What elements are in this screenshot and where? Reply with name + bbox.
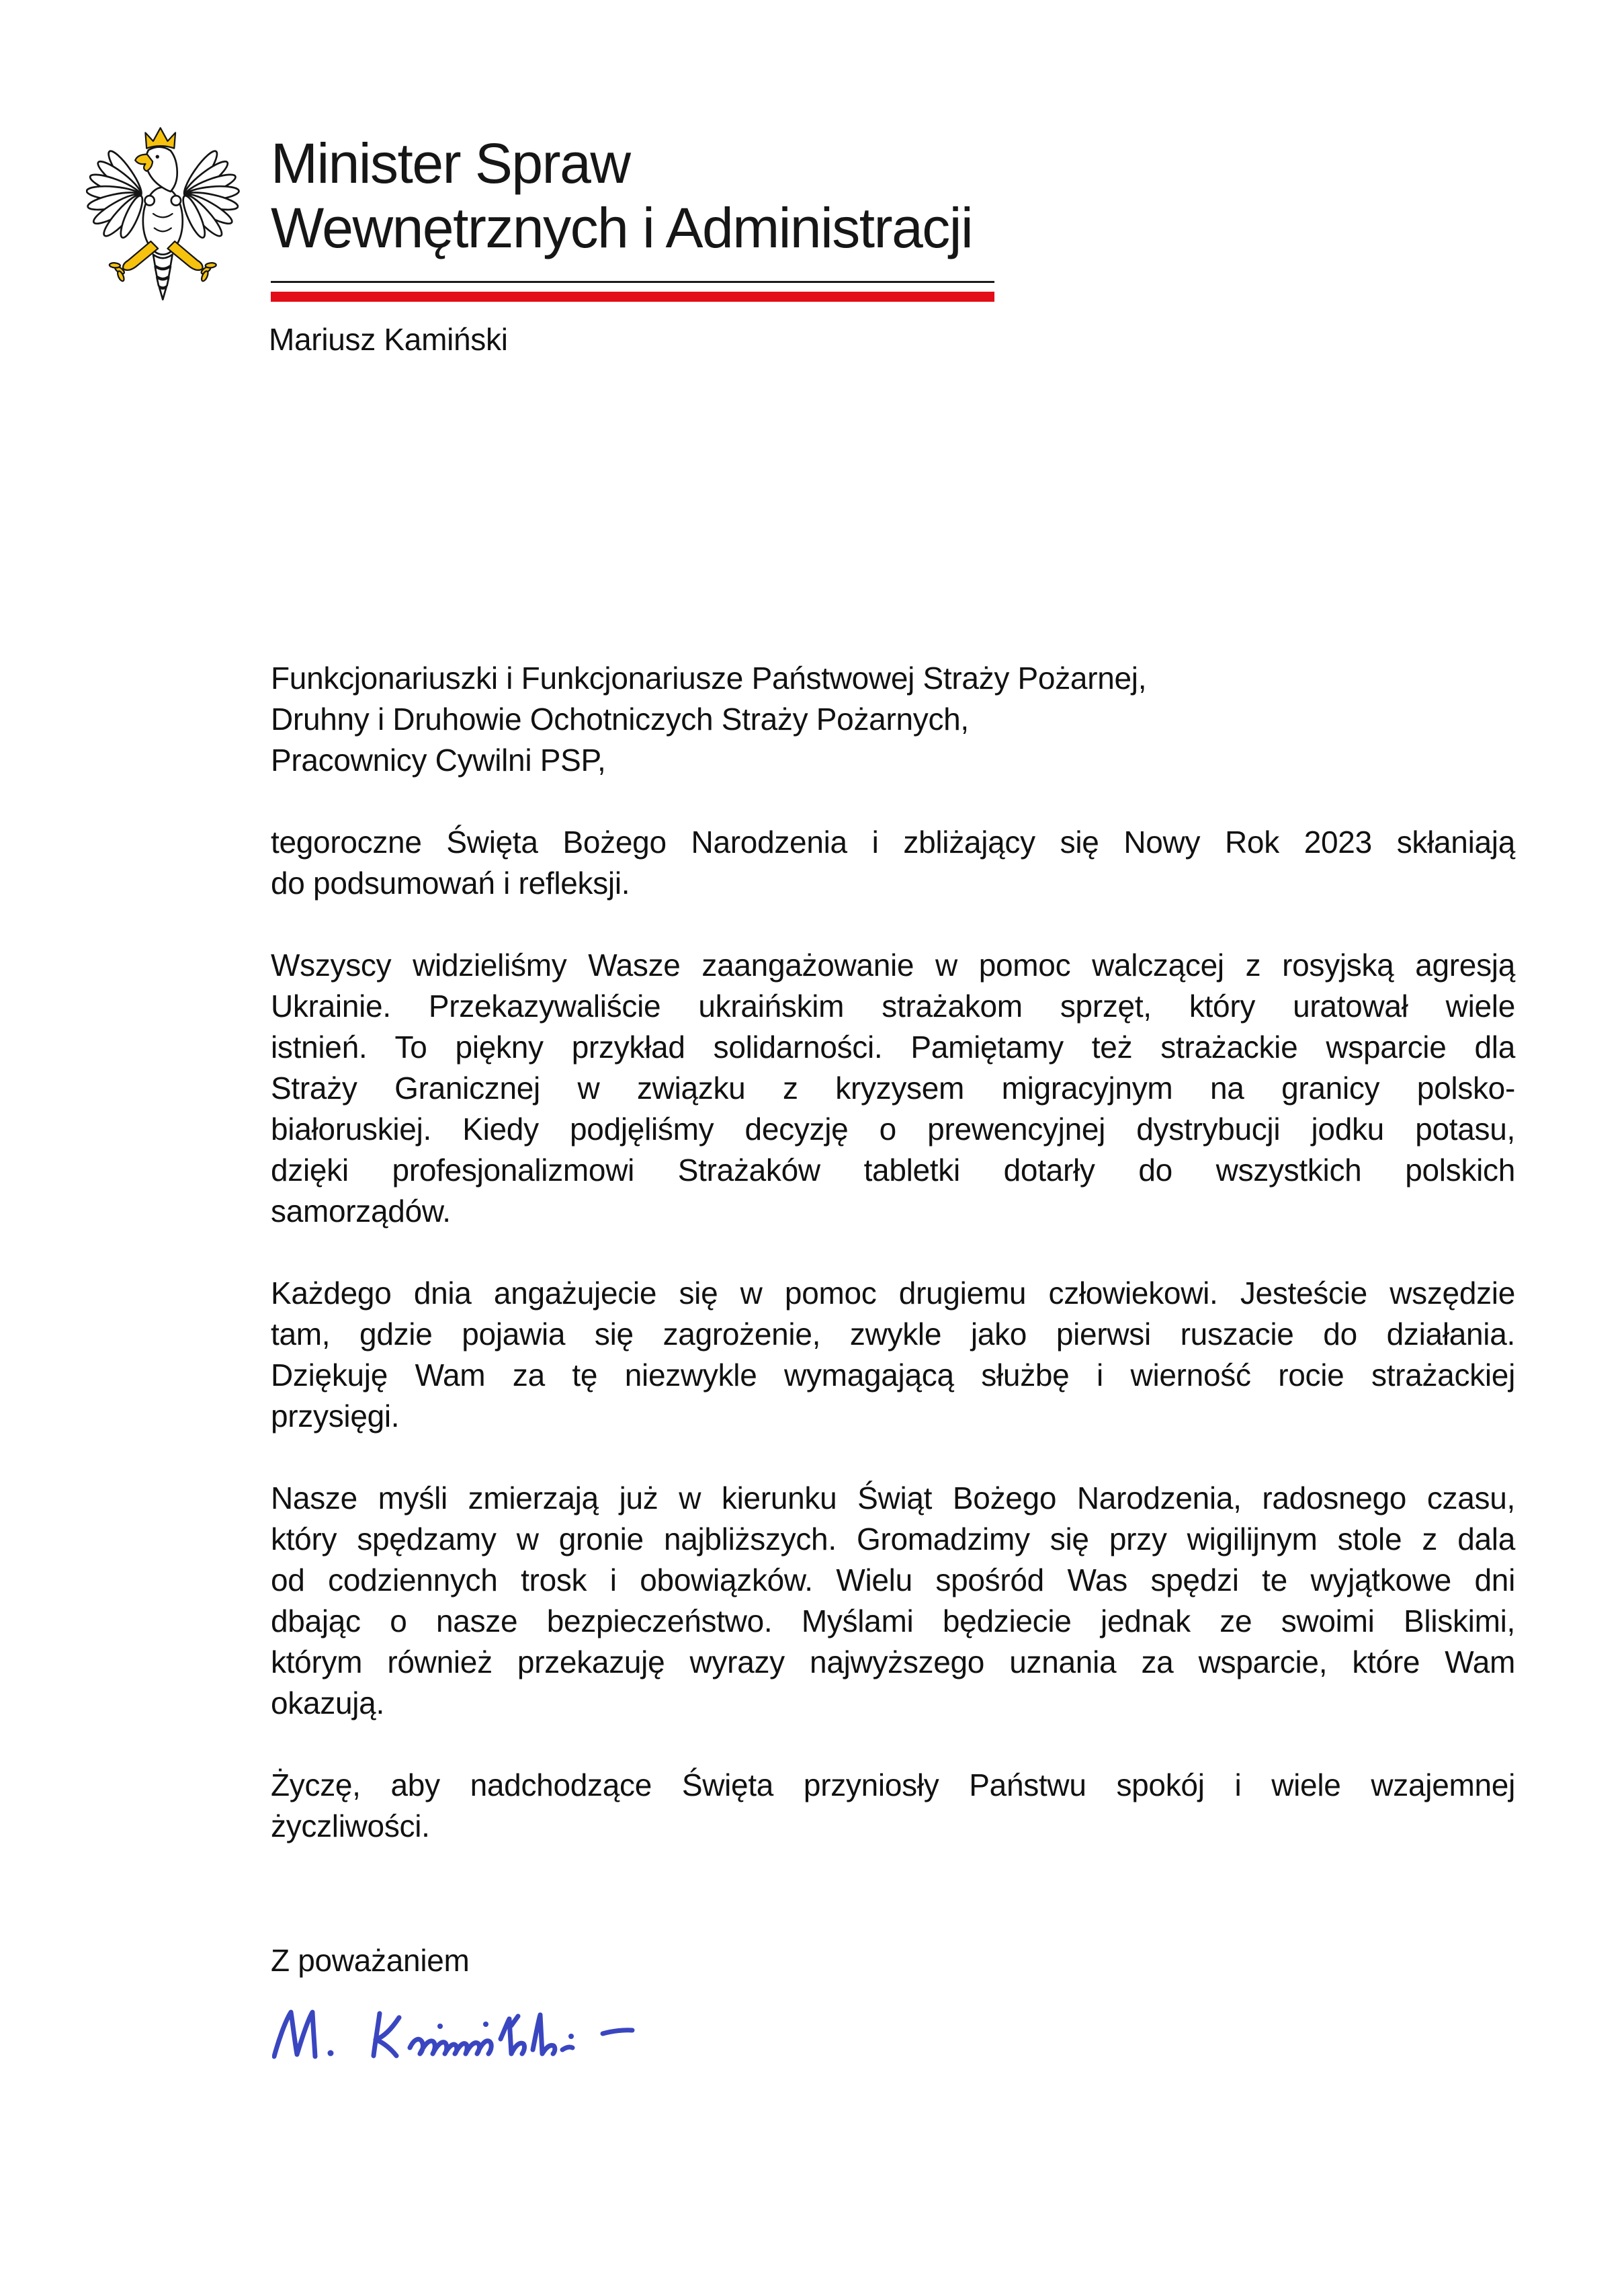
handwritten-signature xyxy=(272,2009,635,2061)
text-line: okazują. xyxy=(271,1686,384,1720)
paragraph xyxy=(271,658,1515,781)
text-line: istnień. To piękny przykład solidarności. Pamiętamy też strażackie wsparcie dla xyxy=(271,1030,1515,1065)
eagle-tail xyxy=(153,255,173,300)
eagle-crown xyxy=(145,128,175,148)
minister-name: Mariusz Kamiński xyxy=(269,322,508,357)
text-line: życzliwości. xyxy=(271,1808,430,1843)
divider-black-line xyxy=(271,281,994,283)
paragraph xyxy=(271,1273,1515,1437)
polish-eagle-coat-of-arms-icon xyxy=(86,124,254,304)
paragraph xyxy=(271,1478,1515,1724)
text-line: Nasze myśli zmierzają już w kierunku Świąt Bożego Narodzenia, radosnego czasu, xyxy=(271,1481,1515,1515)
text-line: Ukrainie. Przekazywaliście ukraińskim strażakom sprzęt, który uratował wiele xyxy=(271,989,1515,1024)
text-line: Wszyscy widzieliśmy Wasze zaangażowanie w pomoc walczącej z rosyjską agresją xyxy=(271,948,1515,983)
eagle-head xyxy=(146,147,177,192)
ministry-title-line-1: Minister Spraw xyxy=(271,132,630,195)
text-line: dzięki profesjonalizmowi Strażaków tabletki dotarły do wszystkich polskich xyxy=(271,1153,1515,1188)
eagle-beak xyxy=(135,155,153,171)
paragraph xyxy=(271,1765,1515,1847)
ministry-title xyxy=(271,131,972,260)
paragraph xyxy=(271,822,1515,904)
text-line: którym również przekazuję wyrazy najwyższego uznania za wsparcie, które Wam xyxy=(271,1645,1515,1679)
text-line: białoruskiej. Kiedy podjęliśmy decyzję o prewencyjnej dystrybucji jodku potasu, xyxy=(271,1112,1515,1147)
text-line: tam, gdzie pojawia się zagrożenie, zwykle jako pierwsi ruszacie do działania. xyxy=(271,1317,1515,1352)
paragraph xyxy=(271,945,1515,1232)
letter-body xyxy=(271,658,1515,2061)
signature-ink-icon xyxy=(272,2009,635,2061)
text-line: Każdego dnia angażujecie się w pomoc drugiemu człowiekowi. Jesteście wszędzie xyxy=(271,1276,1515,1311)
letter-paragraphs xyxy=(271,658,1515,1847)
text-line: dbając o nasze bezpieczeństwo. Myślami będziecie jednak ze swoimi Bliskimi, xyxy=(271,1604,1515,1638)
text-line: Życzę, aby nadchodzące Święta przyniosły Państwu spokój i wiele wzajemnej xyxy=(271,1768,1515,1802)
text-line: Funkcjonariuszki i Funkcjonariusze Państwowej Straży Pożarnej, xyxy=(271,661,1147,696)
text-line: Druhny i Druhowie Ochotniczych Straży Pożarnych, xyxy=(271,702,969,737)
eagle-eye xyxy=(156,155,159,159)
text-line: Dziękuję Wam za tę niezwykle wymagającą służbę i wierność rocie strażackiej xyxy=(271,1358,1515,1392)
text-line: samorządów. xyxy=(271,1194,451,1229)
eagle-wing-right xyxy=(179,148,240,240)
closing-salutation: Z poważaniem xyxy=(271,1943,470,1978)
text-line: od codziennych trosk i obowiązków. Wielu spośród Was spędzi te wyjątkowe dni xyxy=(271,1563,1515,1597)
letterhead-divider xyxy=(271,281,994,302)
text-line: przysięgi. xyxy=(271,1399,400,1433)
ministry-title-line-2: Wewnętrznych i Administracji xyxy=(271,196,973,259)
text-line: Pracownicy Cywilni PSP, xyxy=(271,743,606,778)
text-line: który spędzamy w gronie najbliższych. Gromadzimy się przy wigilijnym stole z dala xyxy=(271,1522,1515,1556)
divider-red-bar xyxy=(271,292,994,302)
text-line: do podsumowań i refleksji. xyxy=(271,866,630,901)
text-line: tegoroczne Święta Bożego Narodzenia i zbliżający się Nowy Rok 2023 skłaniają xyxy=(271,825,1515,860)
text-line: Straży Granicznej w związku z kryzysem migracyjnym na granicy polsko- xyxy=(271,1071,1515,1106)
